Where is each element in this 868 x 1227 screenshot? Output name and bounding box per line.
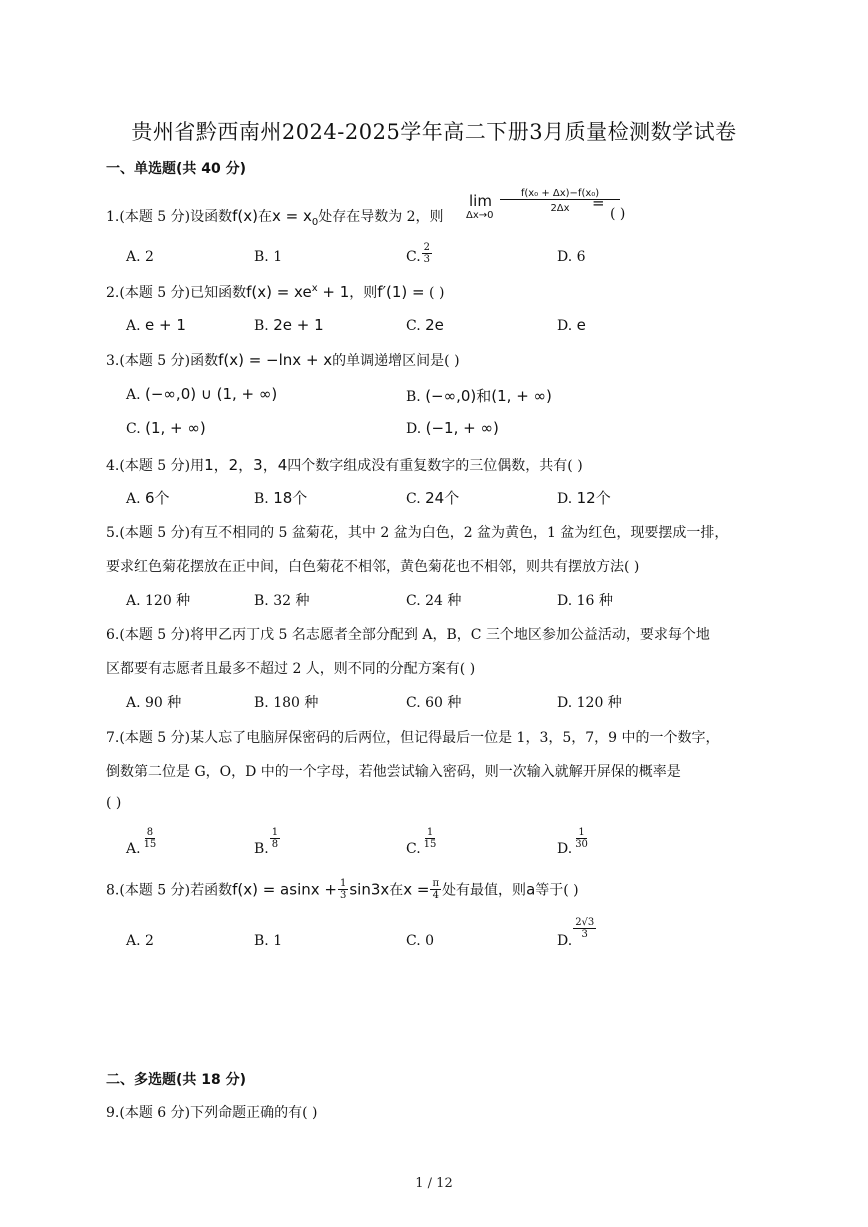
question-6-line-1: 6.(本题 5 分)将甲乙丙丁戊 5 名志愿者全部分配到 A，B，C 三个地区参加公益活动，要求每个地 — [106, 627, 710, 643]
q2-fprime: f′(1) = — [377, 283, 425, 301]
q5-option-d: D. 16 种 — [557, 593, 613, 609]
q1-lim-word: lim — [469, 192, 492, 210]
q2-option-a: A. e + 1 — [126, 316, 186, 334]
q5-option-a: A. 120 种 — [126, 593, 191, 609]
question-8: 8.(本题 5 分)若函数f(x) = asinx + $\frac{1}{3}$ sin3x在x = $\frac{\pi}{4}$ 处有最值，则a等于( ) — [106, 878, 579, 901]
q1-lim-sub: Δx→0 — [466, 210, 494, 221]
q8-option-c: C. 0 — [406, 933, 435, 949]
q1-option-d: D. 6 — [557, 249, 586, 265]
q1-option-b: B. 1 — [254, 249, 283, 265]
question-9: 9.(本题 6 分)下列命题正确的有( ) — [106, 1105, 318, 1121]
question-4: 4.(本题 5 分)用1，2，3，4四个数字组成没有重复数字的三位偶数，共有( ) — [106, 456, 583, 474]
q8-option-b: B. 1 — [254, 933, 283, 949]
q2-option-b: B. 2e + 1 — [254, 316, 324, 334]
page-title: 贵州省黔西南州2024-2025学年高二下册3月质量检测数学试卷 — [131, 120, 737, 144]
q1-prefix: 1.(本题 5 分)设函数 — [106, 209, 233, 225]
section-multi-choice: 二、多选题(共 18 分) — [106, 1072, 247, 1088]
q2-option-d: D. e — [557, 316, 586, 334]
q2-expr: $f(x) = xe^x + 1$ — [246, 283, 350, 301]
q1-mid: 处存在导数为 2，则 — [318, 209, 444, 225]
q1-fx: f(x) — [232, 207, 258, 225]
q7-option-b: B. $\frac{1}{8}$ — [254, 827, 279, 857]
q1-option-a: A. 2 — [126, 249, 154, 265]
q3-option-d: D. (−1, + ∞) — [406, 419, 499, 437]
section-single-choice: 一、单选题(共 40 分) — [106, 161, 247, 177]
q4-option-d: D. 12个 — [557, 489, 611, 507]
q6-option-d: D. 120 种 — [557, 695, 622, 711]
q2-then: ，则 — [349, 285, 378, 301]
q4-option-b: B. 18个 — [254, 489, 308, 507]
q6-option-b: B. 180 种 — [254, 695, 319, 711]
q1-option-c: C. $\frac{2}{3}$ — [406, 242, 431, 265]
q3-option-b: B. (−∞,0)和(1, + ∞) — [406, 387, 552, 405]
q2-prefix: 2.(本题 5 分)已知函数 — [106, 285, 247, 301]
q1-paren: ( ) — [610, 206, 626, 222]
q1-lim-numerator: f(x₀ + Δx)−f(x₀) — [500, 188, 620, 200]
q5-option-b: B. 32 种 — [254, 593, 310, 609]
q7-option-c: C. $\frac{1}{15}$ — [406, 827, 437, 857]
q3-option-c: C. (1, + ∞) — [126, 419, 206, 437]
q2-option-c: C. 2e — [406, 316, 444, 334]
q6-option-c: C. 60 种 — [406, 695, 462, 711]
question-7-line-1: 7.(本题 5 分)某人忘了电脑屏保密码的后两位，但记得最后一位是 1，3，5，7，9 中的一个数字， — [106, 730, 720, 746]
q1-at: 在 — [257, 209, 272, 225]
page-number: 1 / 12 — [415, 1176, 453, 1191]
q7-option-d: D. $\frac{1}{30}$ — [557, 827, 588, 857]
q3-option-a: A. (−∞,0) ∪ (1, + ∞) — [126, 385, 278, 403]
q5-option-c: C. 24 种 — [406, 593, 462, 609]
q8-option-a: A. 2 — [126, 933, 154, 949]
q8-option-d: D. $\frac{2√3}{3}$ — [557, 917, 595, 949]
q1-lim-eq: = — [592, 194, 605, 212]
question-5-line-2: 要求红色菊花摆放在正中间，白色菊花不相邻，黄色菊花也不相邻，则共有摆放方法( ) — [106, 559, 640, 575]
question-1 — [106, 206, 444, 228]
question-5-line-1: 5.(本题 5 分)有互不相同的 5 盆菊花，其中 2 盆为白色，2 盆为黄色，1 盆为红色，现要摆成一排， — [106, 525, 729, 541]
q6-option-a: A. 90 种 — [126, 695, 182, 711]
question-2 — [106, 282, 444, 302]
q2-paren: ( ) — [424, 285, 445, 301]
q4-option-a: A. 6个 — [126, 489, 170, 507]
q1-x0: $x = x_0$ — [271, 207, 319, 228]
q4-option-c: C. 24个 — [406, 489, 460, 507]
question-6-line-2: 区都要有志愿者且最多不超过 2 人，则不同的分配方案有( ) — [106, 661, 476, 677]
q7-option-a: A. $\frac{8}{15}$ — [126, 827, 157, 857]
question-7-line-3: ( ) — [106, 795, 122, 811]
q1-lim-denominator: 2Δx — [550, 203, 570, 214]
question-3: 3.(本题 5 分)函数f(x) = −lnx + x的单调递增区间是( ) — [106, 351, 460, 369]
question-7-line-2: 倒数第二位是 G，O，D 中的一个字母，若他尝试输入密码，则一次输入就解开屏保的概率是 — [106, 764, 681, 780]
